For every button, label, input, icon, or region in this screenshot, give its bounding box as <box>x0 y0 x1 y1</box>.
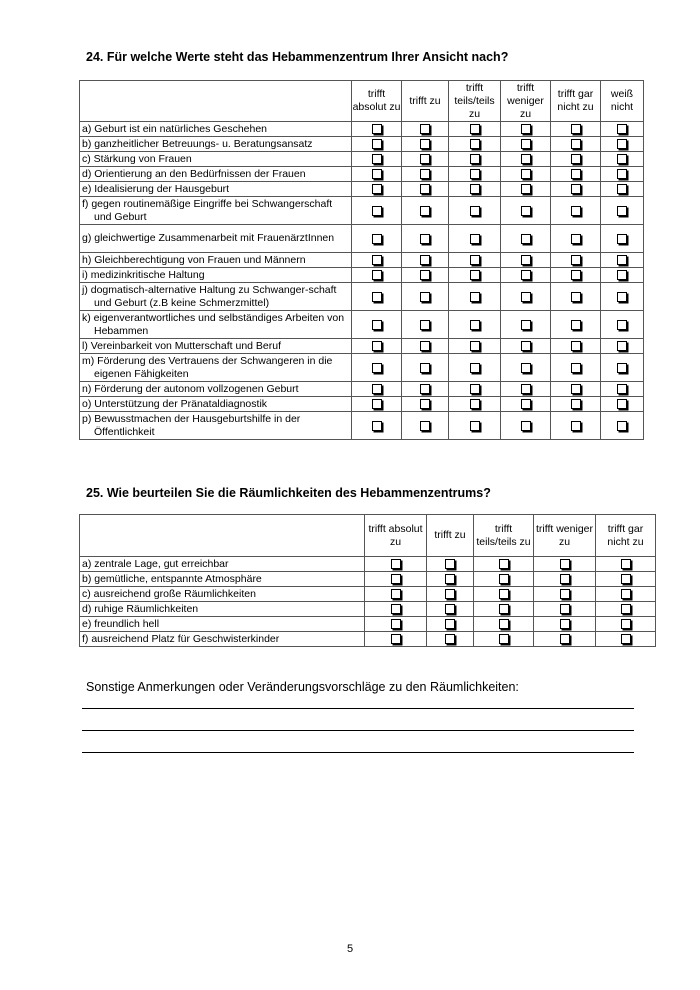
checkbox[interactable] <box>521 124 531 134</box>
table-row <box>80 253 644 268</box>
statement-label: a) zentrale Lage, gut erreichbar <box>80 557 365 572</box>
checkbox[interactable] <box>571 234 581 244</box>
checkbox[interactable] <box>521 399 531 409</box>
checkbox[interactable] <box>521 169 531 179</box>
checkbox[interactable] <box>372 169 382 179</box>
checkbox[interactable] <box>521 206 531 216</box>
checkbox[interactable] <box>372 139 382 149</box>
checkbox[interactable] <box>560 559 570 569</box>
column-header: trifft absolut zu <box>352 81 402 122</box>
checkbox[interactable] <box>470 292 480 302</box>
checkbox[interactable] <box>470 421 480 431</box>
statement-label: e) freundlich hell <box>80 617 365 632</box>
table-header-row <box>80 81 644 122</box>
remarks-answer-line[interactable] <box>82 730 634 731</box>
column-header: trifft zu <box>427 515 474 557</box>
table-row <box>80 182 644 197</box>
checkbox[interactable] <box>470 270 480 280</box>
checkbox[interactable] <box>521 341 531 351</box>
checkbox[interactable] <box>560 589 570 599</box>
checkbox[interactable] <box>617 363 627 373</box>
table-row <box>80 311 644 339</box>
statement-label: n) Förderung der autonom vollzogenen Geburt <box>80 382 352 397</box>
checkbox[interactable] <box>445 589 455 599</box>
checkbox[interactable] <box>391 589 401 599</box>
checkbox[interactable] <box>470 399 480 409</box>
checkbox[interactable] <box>372 421 382 431</box>
checkbox[interactable] <box>571 255 581 265</box>
table-row <box>80 268 644 283</box>
checkbox[interactable] <box>560 574 570 584</box>
column-header: trifft gar nicht zu <box>596 515 656 557</box>
table-row <box>80 354 644 382</box>
checkbox[interactable] <box>560 604 570 614</box>
checkbox[interactable] <box>391 574 401 584</box>
checkbox[interactable] <box>391 619 401 629</box>
checkbox[interactable] <box>571 169 581 179</box>
statement-label: k) eigenverantwortliches und selbständiges Arbeiten von Hebammen <box>80 311 352 339</box>
table-row <box>80 137 644 152</box>
checkbox[interactable] <box>621 574 631 584</box>
table-header-row <box>80 515 656 557</box>
column-header: trifft gar nicht zu <box>551 81 601 122</box>
checkbox[interactable] <box>621 559 631 569</box>
remarks-answer-line[interactable] <box>82 708 634 709</box>
checkbox[interactable] <box>372 206 382 216</box>
checkbox[interactable] <box>617 384 627 394</box>
checkbox[interactable] <box>571 363 581 373</box>
table-row <box>80 339 644 354</box>
checkbox[interactable] <box>617 421 627 431</box>
question-24-table <box>79 80 644 440</box>
checkbox[interactable] <box>420 292 430 302</box>
checkbox[interactable] <box>521 255 531 265</box>
checkbox[interactable] <box>420 270 430 280</box>
checkbox[interactable] <box>372 154 382 164</box>
checkbox[interactable] <box>420 124 430 134</box>
checkbox[interactable] <box>571 184 581 194</box>
checkbox[interactable] <box>372 234 382 244</box>
checkbox[interactable] <box>521 421 531 431</box>
checkbox[interactable] <box>470 124 480 134</box>
checkbox[interactable] <box>560 619 570 629</box>
table-row <box>80 197 644 225</box>
statement-label: f) ausreichend Platz für Geschwisterkinder <box>80 632 365 647</box>
checkbox[interactable] <box>372 255 382 265</box>
checkbox[interactable] <box>521 154 531 164</box>
remarks-label: Sonstige Anmerkungen oder Veränderungsvorschläge zu den Räumlichkeiten: <box>86 680 519 694</box>
table-row <box>80 557 656 572</box>
checkbox[interactable] <box>499 589 509 599</box>
checkbox[interactable] <box>445 574 455 584</box>
checkbox[interactable] <box>372 124 382 134</box>
checkbox[interactable] <box>499 634 509 644</box>
checkbox[interactable] <box>571 341 581 351</box>
table-row <box>80 572 656 587</box>
checkbox[interactable] <box>617 139 627 149</box>
checkbox[interactable] <box>571 139 581 149</box>
checkbox[interactable] <box>420 234 430 244</box>
statement-label: b) ganzheitlicher Betreuungs- u. Beratungsansatz <box>80 137 352 152</box>
checkbox[interactable] <box>571 270 581 280</box>
checkbox[interactable] <box>445 604 455 614</box>
checkbox[interactable] <box>372 320 382 330</box>
table-row <box>80 602 656 617</box>
checkbox[interactable] <box>445 619 455 629</box>
statement-label: d) ruhige Räumlichkeiten <box>80 602 365 617</box>
statement-label: f) gegen routinemäßige Eingriffe bei Schwangerschaft und Geburt <box>80 197 352 225</box>
table-row <box>80 225 644 253</box>
checkbox[interactable] <box>499 574 509 584</box>
checkbox[interactable] <box>372 292 382 302</box>
checkbox[interactable] <box>617 255 627 265</box>
checkbox[interactable] <box>571 206 581 216</box>
statement-label: g) gleichwertige Zusammenarbeit mit FrauenärztInnen <box>80 225 352 253</box>
checkbox[interactable] <box>420 341 430 351</box>
table-row <box>80 283 644 311</box>
question-24-title: 24. Für welche Werte steht das Hebammenzentrum Ihrer Ansicht nach? <box>86 50 509 64</box>
column-header: trifft zu <box>402 81 449 122</box>
checkbox[interactable] <box>372 384 382 394</box>
checkbox[interactable] <box>617 184 627 194</box>
checkbox[interactable] <box>571 384 581 394</box>
checkbox[interactable] <box>470 320 480 330</box>
checkbox[interactable] <box>617 234 627 244</box>
checkbox[interactable] <box>617 399 627 409</box>
checkbox[interactable] <box>571 124 581 134</box>
checkbox[interactable] <box>521 292 531 302</box>
statement-label: p) Bewusstmachen der Hausgeburtshilfe in der Öffentlichkeit <box>80 412 352 440</box>
header-empty-cell <box>80 515 365 557</box>
checkbox[interactable] <box>420 184 430 194</box>
checkbox[interactable] <box>372 341 382 351</box>
checkbox[interactable] <box>571 154 581 164</box>
statement-label: c) ausreichend große Räumlichkeiten <box>80 587 365 602</box>
statement-label: d) Orientierung an den Bedürfnissen der Frauen <box>80 167 352 182</box>
checkbox[interactable] <box>617 270 627 280</box>
checkbox[interactable] <box>372 363 382 373</box>
checkbox[interactable] <box>470 169 480 179</box>
column-header: trifft weniger zu <box>501 81 551 122</box>
checkbox[interactable] <box>391 634 401 644</box>
checkbox[interactable] <box>621 634 631 644</box>
checkbox[interactable] <box>560 634 570 644</box>
checkbox[interactable] <box>470 154 480 164</box>
checkbox[interactable] <box>571 320 581 330</box>
statement-label: o) Unterstützung der Pränataldiagnostik <box>80 397 352 412</box>
checkbox[interactable] <box>420 139 430 149</box>
table-row <box>80 617 656 632</box>
statement-label: m) Förderung des Vertrauens der Schwangeren in die eigenen Fähigkeiten <box>80 354 352 382</box>
page-number: 5 <box>346 943 354 955</box>
checkbox[interactable] <box>617 292 627 302</box>
table-row <box>80 152 644 167</box>
statement-label: e) Idealisierung der Hausgeburt <box>80 182 352 197</box>
checkbox[interactable] <box>391 604 401 614</box>
column-header: trifft teils/teils zu <box>474 515 534 557</box>
checkbox[interactable] <box>420 363 430 373</box>
checkbox[interactable] <box>420 399 430 409</box>
checkbox[interactable] <box>617 341 627 351</box>
checkbox[interactable] <box>617 320 627 330</box>
statement-label: l) Vereinbarkeit von Mutterschaft und Beruf <box>80 339 352 354</box>
checkbox[interactable] <box>420 421 430 431</box>
statement-label: b) gemütliche, entspannte Atmosphäre <box>80 572 365 587</box>
checkbox[interactable] <box>521 234 531 244</box>
column-header: trifft teils/teils zu <box>449 81 501 122</box>
checkbox[interactable] <box>470 206 480 216</box>
checkbox[interactable] <box>521 184 531 194</box>
checkbox[interactable] <box>621 604 631 614</box>
checkbox[interactable] <box>571 292 581 302</box>
checkbox[interactable] <box>372 184 382 194</box>
table-row <box>80 587 656 602</box>
checkbox[interactable] <box>445 634 455 644</box>
checkbox[interactable] <box>470 184 480 194</box>
checkbox[interactable] <box>571 399 581 409</box>
checkbox[interactable] <box>499 604 509 614</box>
checkbox[interactable] <box>571 421 581 431</box>
table-row <box>80 167 644 182</box>
checkbox[interactable] <box>499 619 509 629</box>
checkbox[interactable] <box>445 559 455 569</box>
question-25-title: 25. Wie beurteilen Sie die Räumlichkeiten des Hebammenzentrums? <box>86 486 491 500</box>
table-row <box>80 382 644 397</box>
statement-label: h) Gleichberechtigung von Frauen und Männern <box>80 253 352 268</box>
checkbox[interactable] <box>470 384 480 394</box>
checkbox[interactable] <box>499 559 509 569</box>
checkbox[interactable] <box>420 384 430 394</box>
statement-label: i) medizinkritische Haltung <box>80 268 352 283</box>
statement-label: j) dogmatisch-alternative Haltung zu Schwanger-schaft und Geburt (z.B keine Schmerzmittel) <box>80 283 352 311</box>
statement-label: a) Geburt ist ein natürliches Geschehen <box>80 122 352 137</box>
checkbox[interactable] <box>521 384 531 394</box>
column-header: trifft absolut zu <box>365 515 427 557</box>
checkbox[interactable] <box>420 255 430 265</box>
checkbox[interactable] <box>470 255 480 265</box>
checkbox[interactable] <box>521 320 531 330</box>
checkbox[interactable] <box>420 206 430 216</box>
table-row <box>80 397 644 412</box>
column-header: weiß nicht <box>601 81 644 122</box>
checkbox[interactable] <box>617 169 627 179</box>
checkbox[interactable] <box>521 139 531 149</box>
statement-label: c) Stärkung von Frauen <box>80 152 352 167</box>
checkbox[interactable] <box>621 589 631 599</box>
checkbox[interactable] <box>617 206 627 216</box>
checkbox[interactable] <box>391 559 401 569</box>
checkbox[interactable] <box>420 320 430 330</box>
table-row <box>80 632 656 647</box>
column-header: trifft weniger zu <box>534 515 596 557</box>
checkbox[interactable] <box>617 124 627 134</box>
checkbox[interactable] <box>470 363 480 373</box>
checkbox[interactable] <box>470 139 480 149</box>
checkbox[interactable] <box>420 169 430 179</box>
checkbox[interactable] <box>521 270 531 280</box>
question-25-table <box>79 514 656 647</box>
table-row <box>80 412 644 440</box>
checkbox[interactable] <box>521 363 531 373</box>
checkbox[interactable] <box>621 619 631 629</box>
checkbox[interactable] <box>470 234 480 244</box>
checkbox[interactable] <box>372 270 382 280</box>
remarks-answer-line[interactable] <box>82 752 634 753</box>
checkbox[interactable] <box>470 341 480 351</box>
table-row <box>80 122 644 137</box>
header-empty-cell <box>80 81 352 122</box>
checkbox[interactable] <box>617 154 627 164</box>
checkbox[interactable] <box>420 154 430 164</box>
checkbox[interactable] <box>372 399 382 409</box>
